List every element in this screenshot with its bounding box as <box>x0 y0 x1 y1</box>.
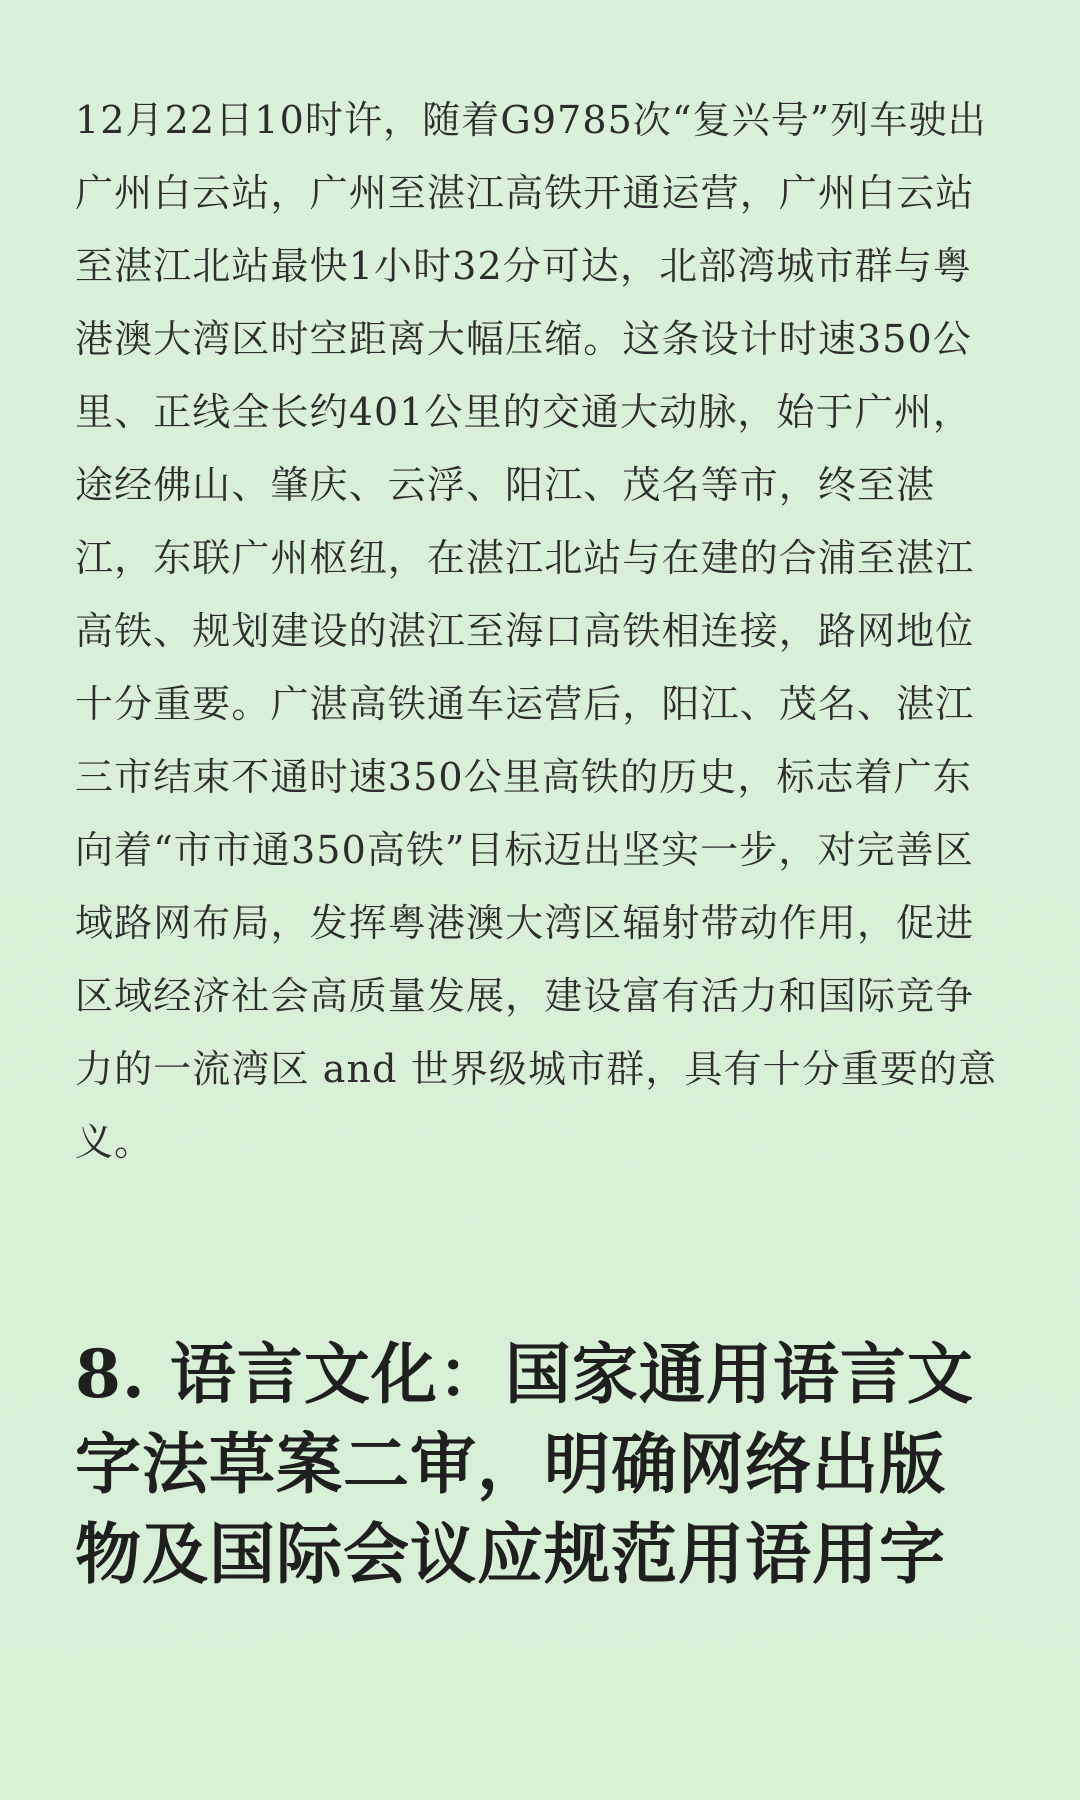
section-heading: 8. 语言文化：国家通用语言文字法草案二审，明确网络出版物及国际会议应规范用语用字 <box>75 1335 974 1593</box>
article-paragraph: 12月22日10时许，随着G9785次“复兴号”列车驶出广州白云站，广州至湛江高铁开通运营，广州白云站至湛江北站最快1小时32分可达，北部湾城市群与粤港澳大湾区时空距离大幅压缩。这条设计时速350公里、正线全长约401公里的交通大动脉，始于广州，途经佛山、肇庆、云浮、阳江、茂名等市，终至湛江，东联广州枢纽，在湛江北站与在建的合浦至湛江高铁、规划建设的湛江至海口高铁相连接，路网地位十分重要。广湛高铁通车运营后，阳江、茂名、湛江三市结束不通时速350公里高铁的历史，标志着广东向着“市市通350高铁”目标迈出坚实一步，对完善区域路网布局，发挥粤港澳大湾区辐射带动作用，促进区域经济社会高质量发展，建设富有活力和国际竞争力的一流湾区 and 世界级城市群，具有十分重要的意义。 <box>75 98 998 1164</box>
